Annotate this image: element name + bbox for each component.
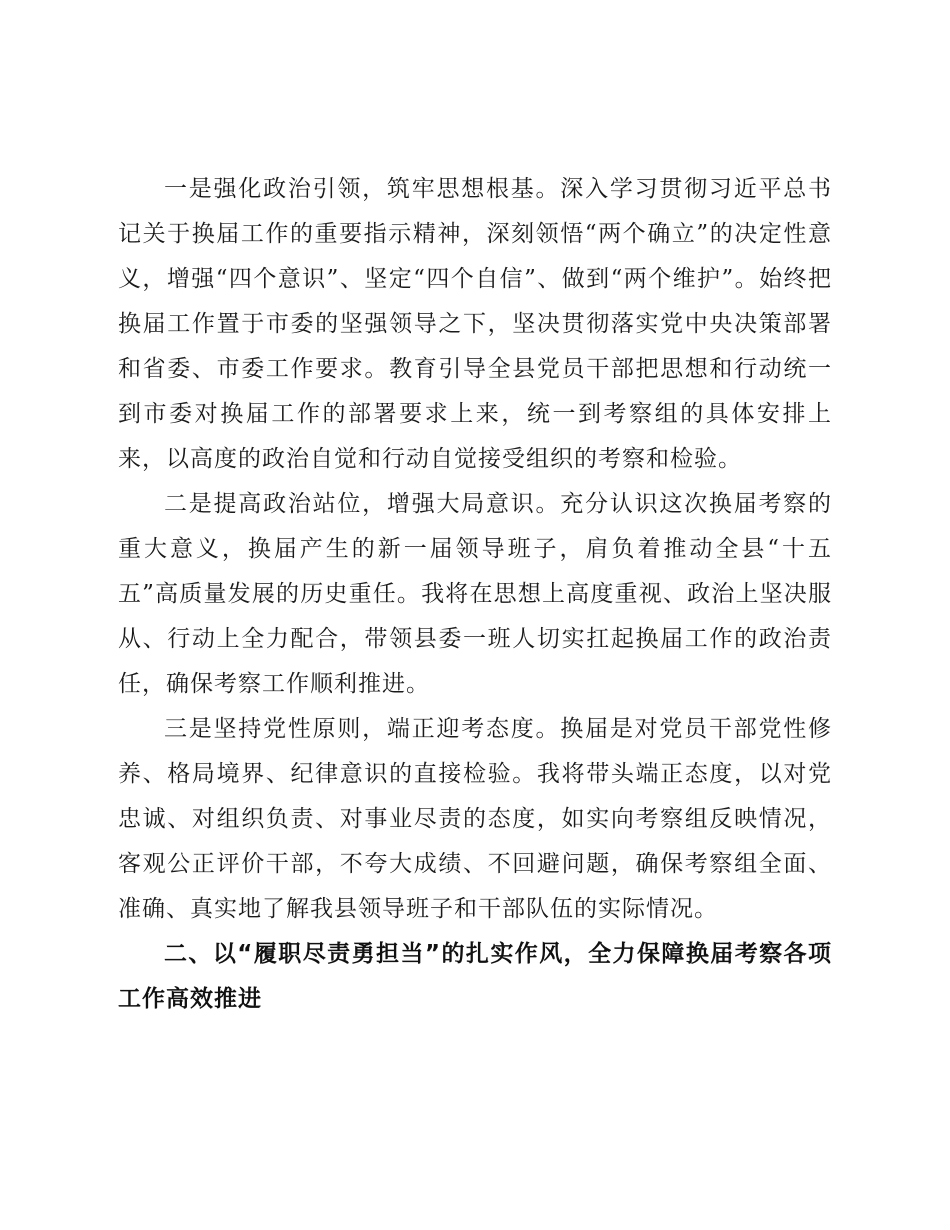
section-heading: 二、以“履职尽责勇担当”的扎实作风，全力保障换届考察各项工作高效推进: [118, 941, 832, 1012]
document-body: [118, 167, 832, 1022]
paragraph-political-leadership: 一是强化政治引领，筑牢思想根基。深入学习贯彻习近平总书记关于换届工作的重要指示精神，深刻领悟“两个确立”的决定性意义，增强“四个意识”、坚定“四个自信”、做到“两个维护”。始终把换届工作置于市委的坚强领导之下，坚决贯彻落实党中央决策部署和省委、市委工作要求。教育引导全县党员干部把思想和行动统一到市委对换届工作的部署要求上来，统一到考察组的具体安排上来，以高度的政治自觉和行动自觉接受组织的考察和检验。: [118, 176, 832, 472]
paragraph-party-principle: 三是坚持党性原则，端正迎考态度。换届是对党员干部党性修养、格局境界、纪律意识的直接检验。我将带头端正态度，以对党忠诚、对组织负责、对事业尽责的态度，如实向考察组反映情况，客观公正评价干部，不夸大成绩、不回避问题，确保考察组全面、准确、真实地了解我县领导班子和干部队伍的实际情况。: [118, 716, 832, 922]
paragraph-political-stance: 二是提高政治站位，增强大局意识。充分认识这次换届考察的重大意义，换届产生的新一届领导班子，肩负着推动全县“十五五”高质量发展的历史重任。我将在思想上高度重视、政治上坚决服从、行动上全力配合，带领县委一班人切实扛起换届工作的政治责任，确保考察工作顺利推进。: [118, 491, 832, 697]
